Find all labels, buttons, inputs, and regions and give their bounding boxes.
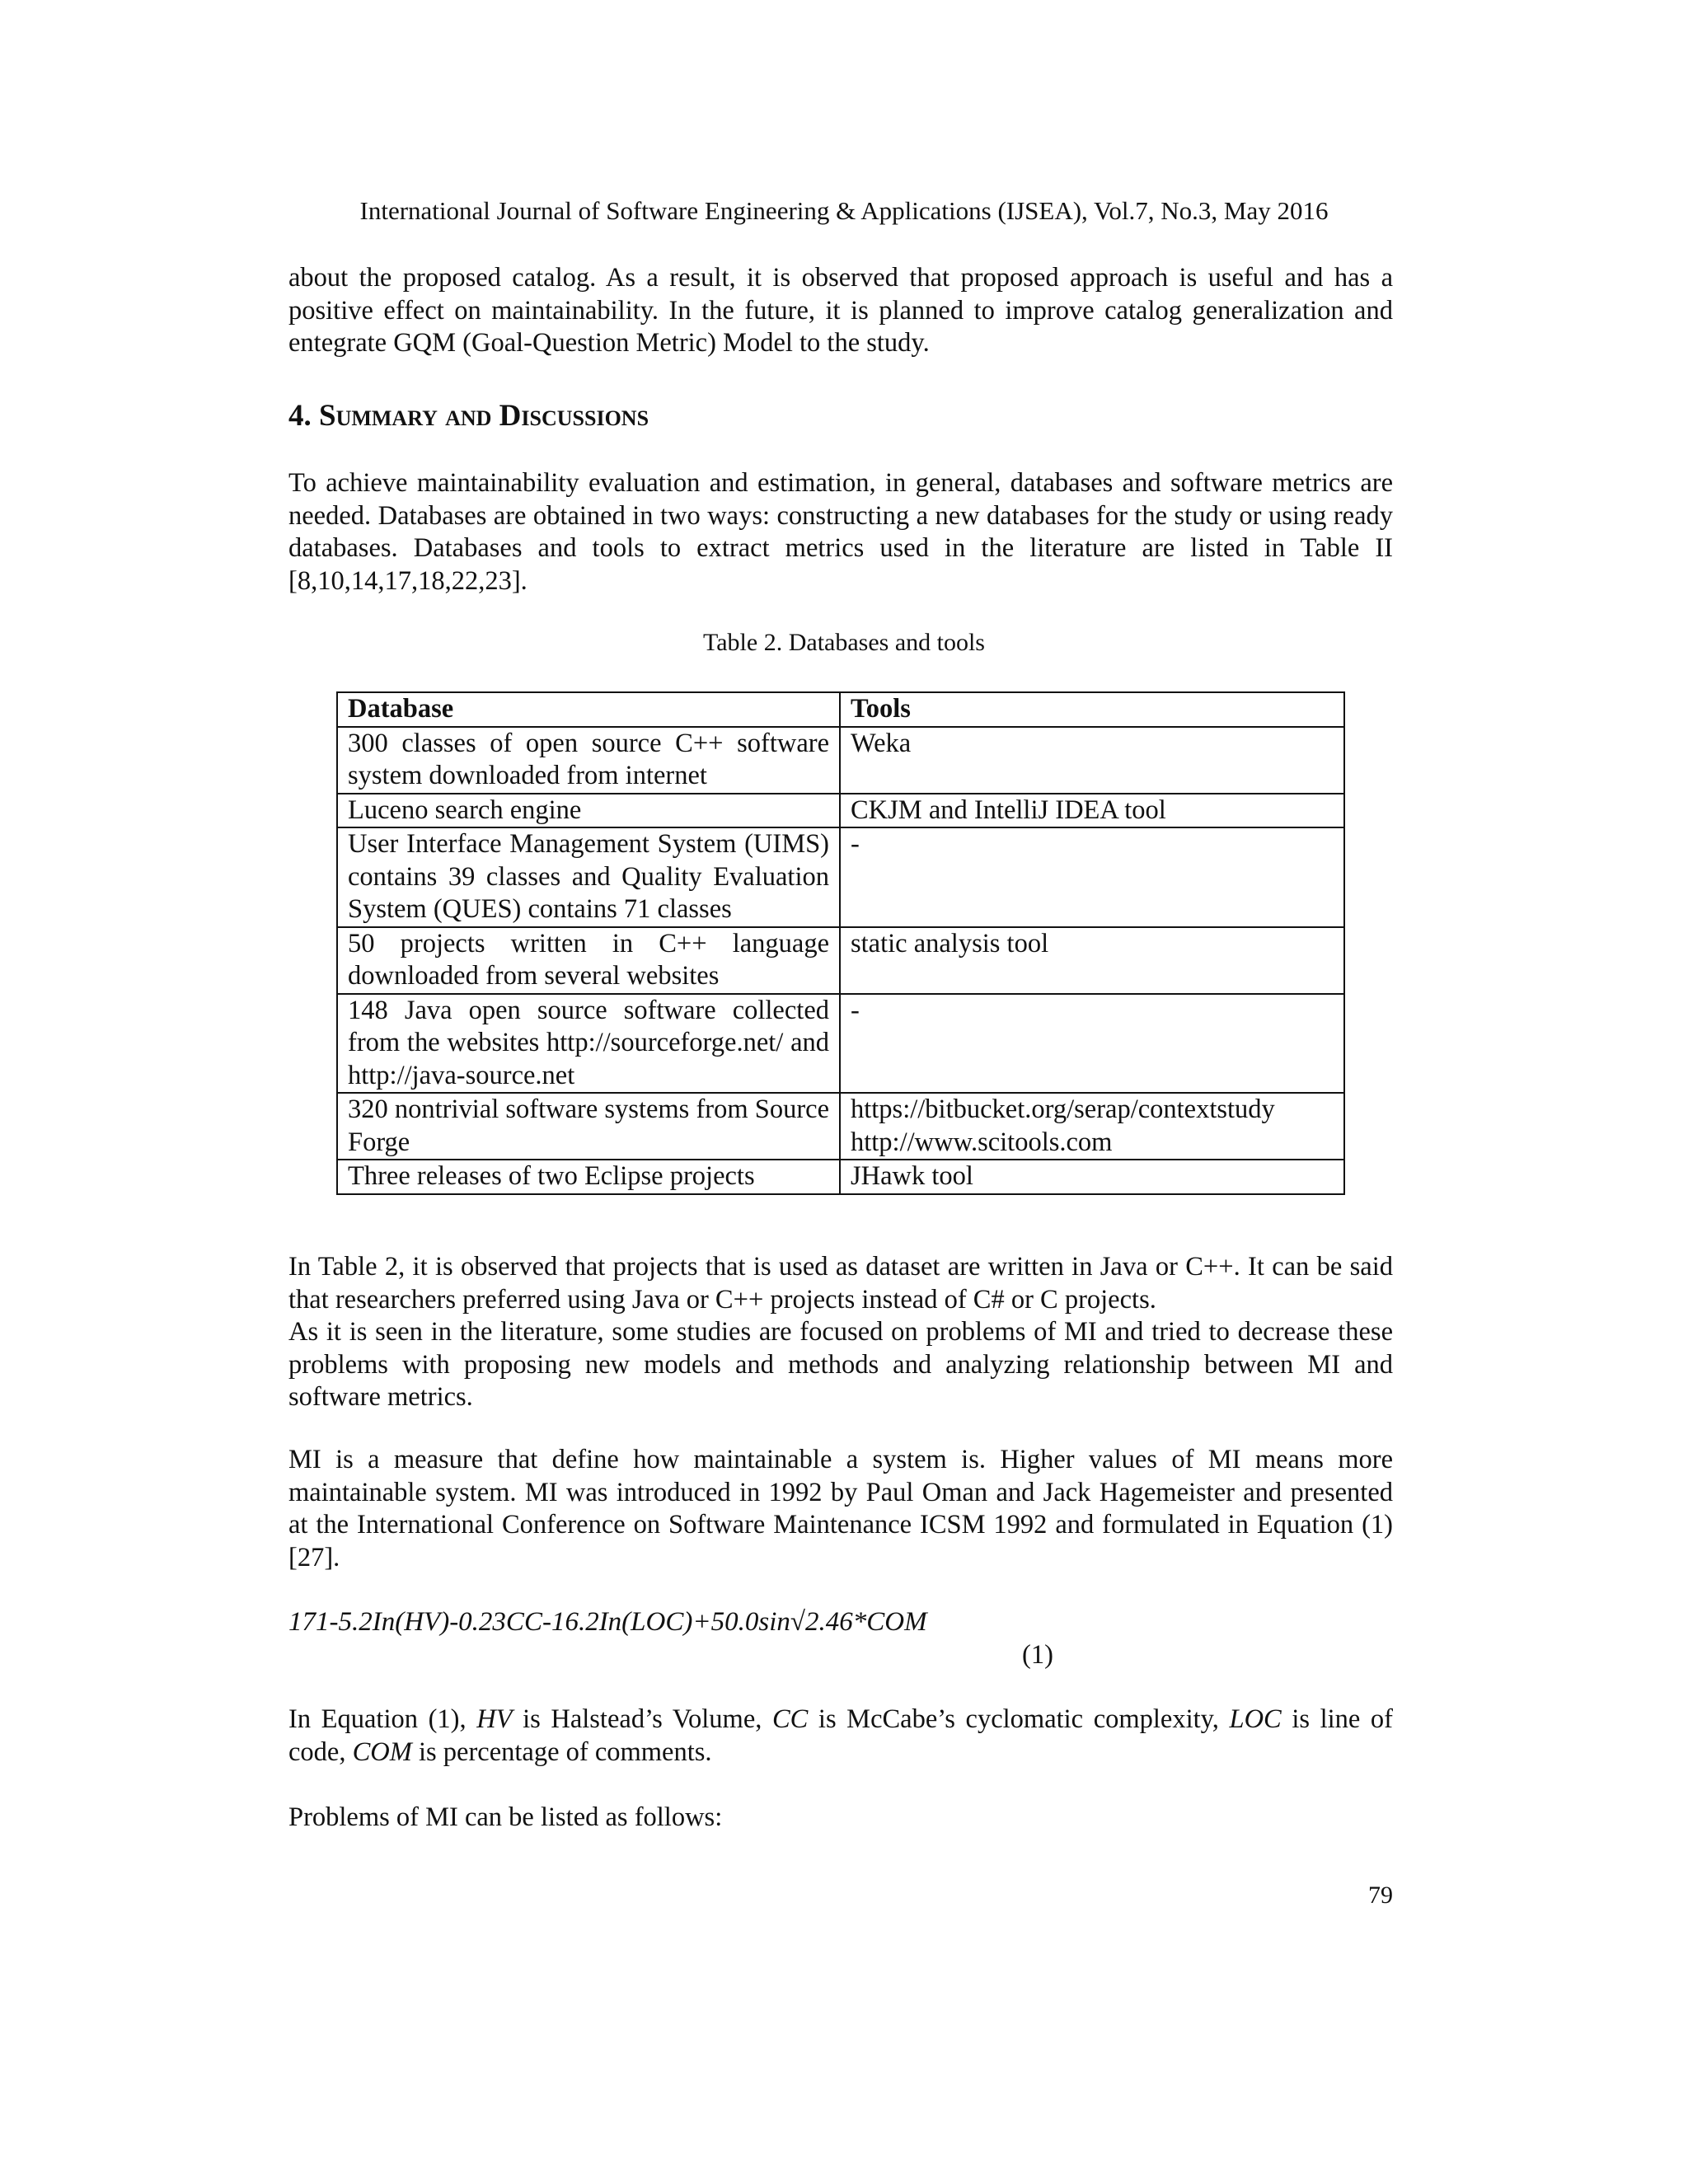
table-row	[337, 927, 1344, 994]
table-cell-tools	[840, 927, 1344, 994]
body-paragraph-6: Problems of MI can be listed as follows:	[288, 1802, 723, 1832]
tool-entry: -	[851, 829, 860, 859]
body-paragraph-4: MI is a measure that define how maintainable a system is. Higher values of MI means more maintainable system. MI was introduced in 1992 by Paul Oman and Jack Hagemeister and presented at the International Conference on Software Maintenance ICSM 1992 and formulated in Equation (1) [27].	[288, 1445, 1393, 1572]
table-cell-tools	[840, 994, 1344, 1094]
symbol-cc: CC	[771, 1704, 809, 1734]
symbol-loc: LOC	[1229, 1704, 1282, 1734]
text-run: is Halstead’s Volume,	[512, 1704, 772, 1734]
table-row	[337, 1160, 1344, 1194]
table-header-row	[337, 692, 1344, 727]
tool-entry: Weka	[851, 728, 912, 758]
tool-link: https://bitbucket.org/serap/contextstudy	[851, 1094, 1275, 1124]
body-paragraph-3: As it is seen in the literature, some studies are focused on problems of MI and tried to decrease these problems with proposing new models and methods and analyzing relationship between MI and software metrics.	[288, 1317, 1393, 1412]
tool-entry: static analysis tool	[851, 928, 1049, 958]
table-cell-tools	[840, 1160, 1344, 1194]
table-cell-database: 148 Java open source software collected from the websites http://sourceforge.net/ and http://java-source.net	[337, 994, 840, 1094]
table-row	[337, 794, 1344, 828]
table-caption: Table 2. Databases and tools	[703, 629, 985, 656]
table-header-database: Database	[337, 692, 840, 727]
table-cell-database: 50 projects written in C++ language downloaded from several websites	[337, 927, 840, 994]
symbol-com: COM	[352, 1736, 412, 1767]
text-run: is percentage of comments.	[411, 1736, 712, 1767]
table-cell-tools	[840, 1093, 1344, 1160]
section-heading	[288, 397, 649, 435]
tool-entry: CKJM and IntelliJ IDEA tool	[851, 794, 1166, 825]
body-paragraph-5	[288, 1704, 1393, 1769]
table-cell-tools	[840, 794, 1344, 828]
section-title: Summary and Discussions	[319, 399, 649, 433]
equation-formula: 171-5.2In(HV)-0.23CC-16.2In(LOC)+50.0sin√2.46*COM	[288, 1607, 927, 1637]
text-run: is line of code,	[288, 1704, 1393, 1767]
section-number: 4.	[288, 399, 312, 433]
page-number: 79	[1368, 1882, 1393, 1909]
body-paragraph-2: In Table 2, it is observed that projects that is used as dataset are written in Java or C++. It can be said that researchers preferred using Java or C++ projects instead of C# or C projects.	[288, 1252, 1393, 1315]
symbol-hv: HV	[476, 1704, 513, 1734]
table-cell-database: 320 nontrivial software systems from Source Forge	[337, 1093, 840, 1160]
table-row	[337, 1093, 1344, 1160]
table-row	[337, 994, 1344, 1094]
table-cell-tools	[840, 827, 1344, 927]
table-cell-database: Luceno search engine	[337, 794, 840, 828]
running-header: International Journal of Software Engineering & Applications (IJSEA), Vol.7, No.3, May 2016	[359, 196, 1329, 225]
tool-entry: JHawk tool	[851, 1161, 973, 1191]
table-header-tools: Tools	[840, 692, 1344, 727]
text-run: In Equation (1),	[288, 1704, 477, 1734]
table-cell-database: Three releases of two Eclipse projects	[337, 1160, 840, 1194]
table-cell-database: 300 classes of open source C++ software system downloaded from internet	[337, 727, 840, 794]
table-cell-database: User Interface Management System (UIMS) contains 39 classes and Quality Evaluation System (QUES) contains 71 classes	[337, 827, 840, 927]
text-run: is McCabe’s cyclomatic complexity,	[808, 1704, 1230, 1734]
body-paragraph-1: To achieve maintainability evaluation and estimation, in general, databases and software metrics are needed. Databases are obtained in two ways: constructing a new databases for the study or using ready databases. Databases and tools to extract metrics used in the literature are listed in Table II [8,10,14,17,18,22,23].	[288, 468, 1393, 596]
table-row	[337, 727, 1344, 794]
intro-paragraph: about the proposed catalog. As a result, it is observed that proposed approach is useful and has a positive effect on maintainability. In the future, it is planned to improve catalog generalization and entegrate GQM (Goal-Question Metric) Model to the study.	[288, 263, 1393, 358]
tool-link: http://www.scitools.com	[851, 1127, 1113, 1157]
table-cell-tools	[840, 727, 1344, 794]
tool-entry: -	[851, 995, 860, 1025]
equation-number: (1)	[1022, 1640, 1053, 1670]
databases-tools-table	[336, 691, 1345, 1195]
table-row	[337, 827, 1344, 927]
